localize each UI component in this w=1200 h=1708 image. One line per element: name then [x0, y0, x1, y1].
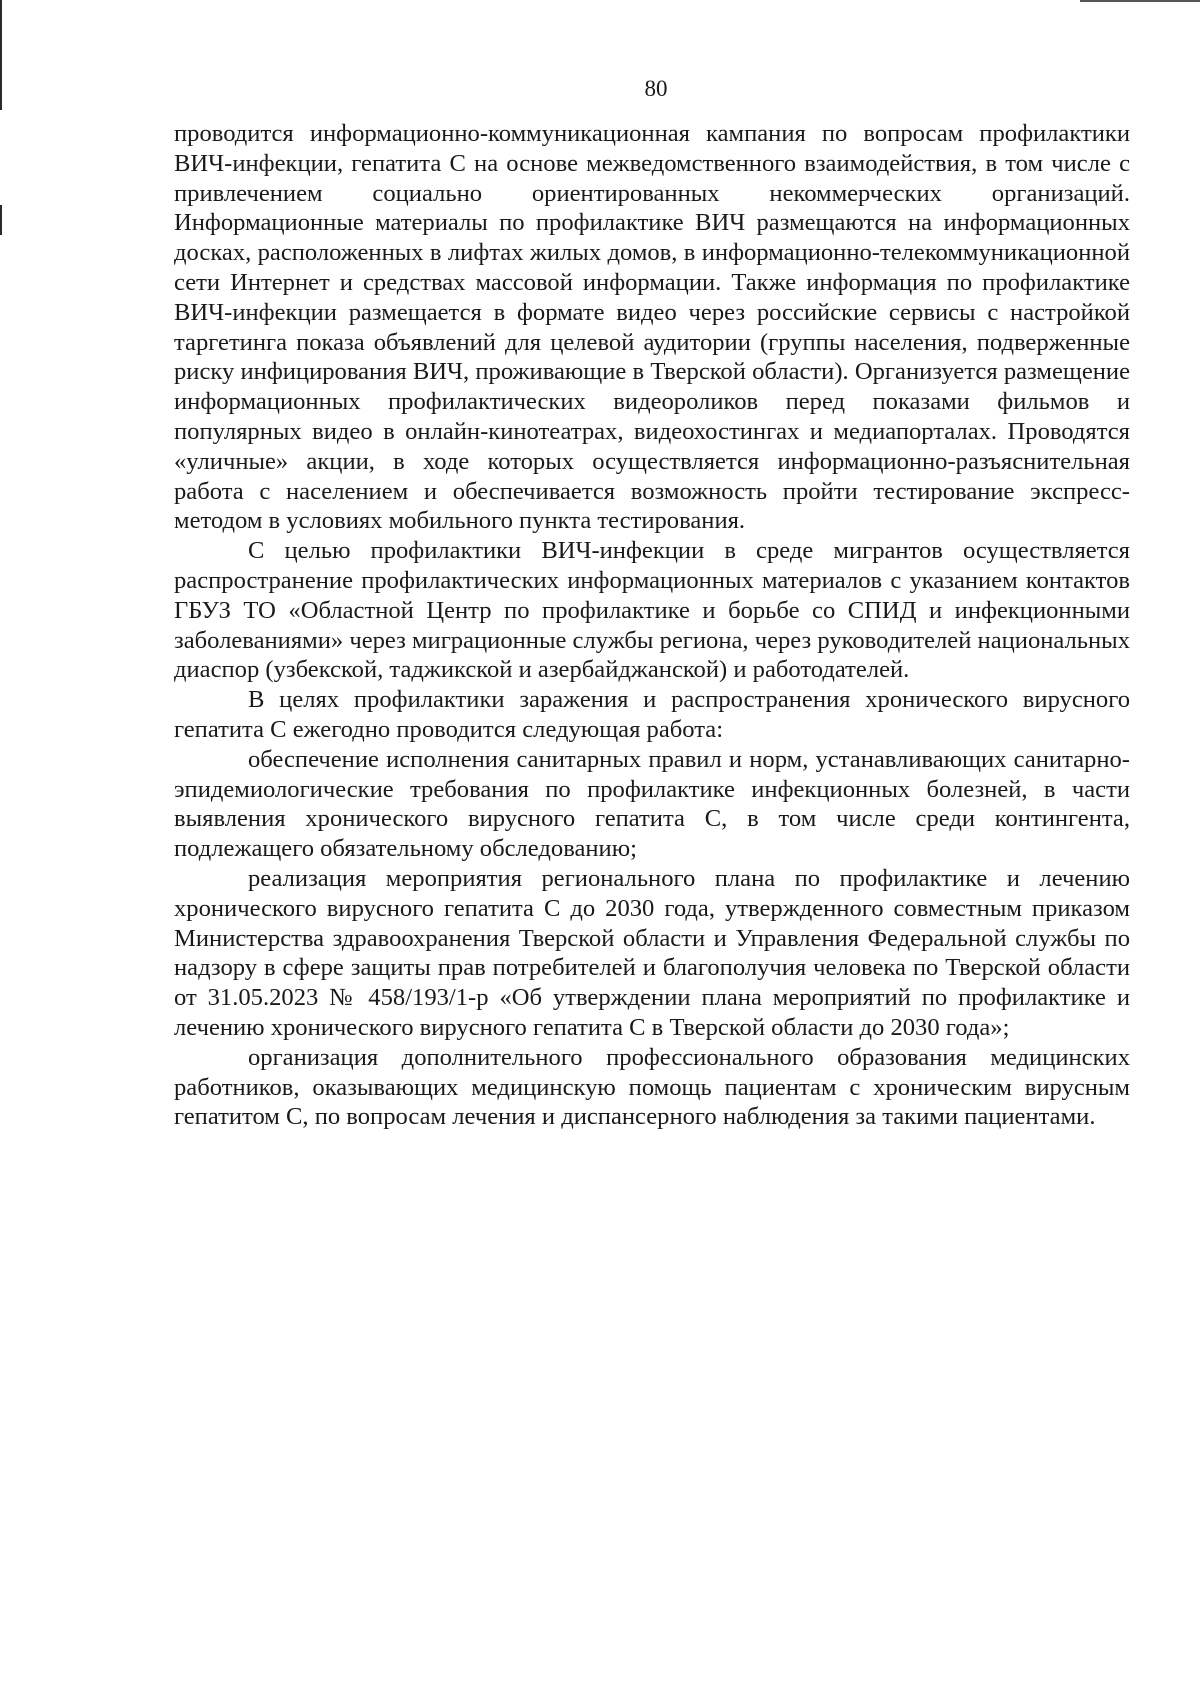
paragraph-hepatitis-intro: В целях профилактики заражения и распространения хронического вирусного гепатита С ежегодно проводится следующая работа: [174, 686, 1130, 743]
paragraph-migrants: С целью профилактики ВИЧ-инфекции в среде мигрантов осуществляется распространение профилактических информационных материалов с указанием контактов ГБУЗ ТО «Областной Центр по профилактике и борьбе со СПИД и инфекционными заболеваниями» через миграционные службы региона, через руководителей национальных диаспор (узбекской, таджикской и азербайджанской) и работодателей. [174, 537, 1130, 684]
body-text [174, 119, 1130, 1132]
paragraph-continuation: проводится информационно-коммуникационная кампания по вопросам профилактики ВИЧ-инфекции, гепатита С на основе межведомственного взаимодействия, в том числе с привлечением социально ориентированных некоммерческих организаций. Информационные материалы по профилактике ВИЧ размещаются на информационных досках, расположенных в лифтах жилых домов, в информационно-телекоммуникационной сети Интернет и средствах массовой информации. Также информация по профилактике ВИЧ-инфекции размещается в формате видео через российские сервисы с настройкой таргетинга показа объявлений для целевой аудитории (группы населения, подверженные риску инфицирования ВИЧ, проживающие в Тверской области). Организуется размещение информационных профилактических видеороликов перед показами фильмов и популярных видео в онлайн-кинотеатрах, видеохостингах и медиапорталах. Проводятся «уличные» акции, в ходе которых осуществляется информационно-разъяснительная работа с населением и обеспечивается возможность пройти тестирование экспресс-методом в условиях мобильного пункта тестирования. [174, 120, 1130, 535]
page-number: 80 [644, 76, 668, 101]
scan-edge-mark [1080, 0, 1200, 2]
list-item-regional-plan: реализация мероприятия регионального плана по профилактике и лечению хронического вирусного гепатита С до 2030 года, утвержденного совместным приказом Министерства здравоохранения Тверской области и Управления Федеральной службы по надзору в сфере защиты прав потребителей и благополучия человека по Тверской области от 31.05.2023 № 458/193/1-р «Об утверждении плана мероприятий по профилактике и лечению хронического вирусного гепатита С в Тверской области до 2030 года»; [174, 864, 1130, 1041]
list-item-professional-education: организация дополнительного профессионального образования медицинских работников, оказывающих медицинскую помощь пациентам с хроническим вирусным гепатитом С, по вопросам лечения и диспансерного наблюдения за такими пациентами. [174, 1043, 1130, 1131]
scan-edge-mark [0, 205, 2, 235]
list-item-sanitary-rules: обеспечение исполнения санитарных правил и норм, устанавливающих санитарно-эпидемиологические требования по профилактике инфекционных болезней, в части выявления хронического вирусного гепатита С, в том числе среди контингента, подлежащего обязательному обследованию; [174, 745, 1130, 863]
